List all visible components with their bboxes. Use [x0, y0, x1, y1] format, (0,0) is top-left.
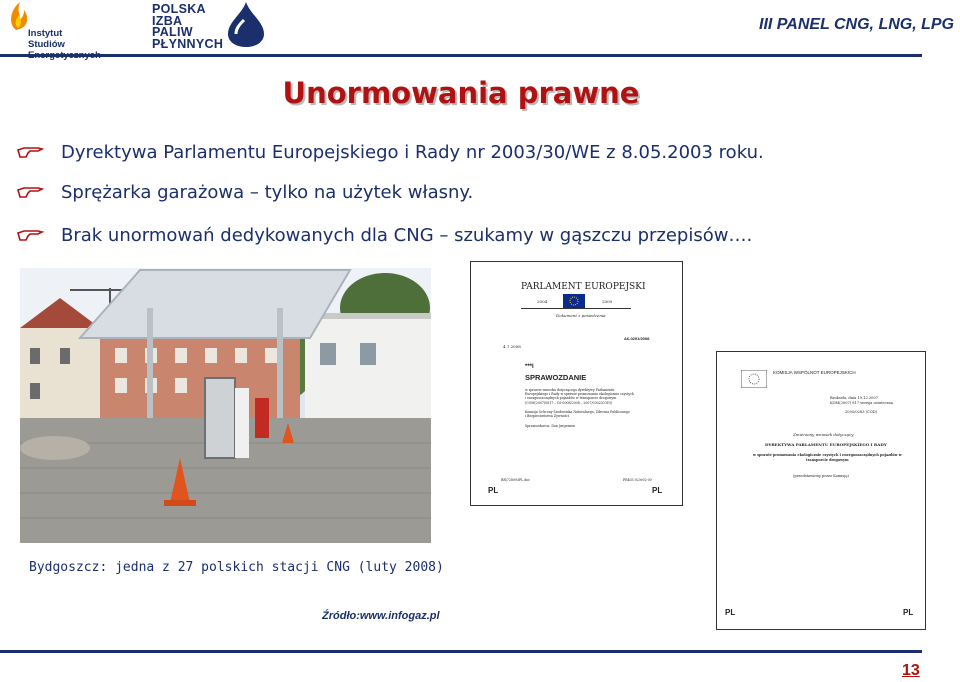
doc-rule	[521, 308, 631, 309]
pointing-hand-icon	[16, 185, 46, 199]
header-divider	[0, 54, 922, 57]
doc-reference: A6-0291/2008	[624, 336, 650, 341]
bullet-text: Brak unormowań dedykowanych dla CNG – szukamy w gąszczu przepisów….	[61, 225, 753, 246]
doc-footer-left: RR\728093PL.doc	[501, 478, 531, 482]
doc-header: PARLAMENT EUROPEJSKI	[521, 282, 646, 292]
slide-title: Unormowania prawne	[282, 76, 640, 110]
doc-body	[525, 388, 634, 405]
bullet-text: Sprężarka garażowa – tylko na użytek własny.	[61, 182, 474, 203]
doc-proposal: Zmieniony wniosek dotyczący	[793, 432, 854, 437]
doc-committee	[525, 410, 630, 418]
doc-date: 4.7.2008	[503, 344, 521, 349]
doc-lang-right: PL	[903, 608, 914, 617]
eu-emblem-icon	[741, 370, 767, 388]
doc-body-line: i energooszczędnych pojazdów w transporcie drogowym	[525, 396, 617, 401]
doc-subtitle	[753, 453, 902, 462]
ise-logo	[6, 0, 136, 52]
bullet-item	[16, 142, 916, 170]
eu-flag-icon	[563, 294, 585, 308]
pipp-logo	[152, 0, 270, 52]
footer-divider	[0, 650, 922, 653]
doc-title: DYREKTYWA PARLAMENTU EUROPEJSKIEGO I RADY	[765, 442, 887, 447]
pointing-hand-icon	[16, 145, 46, 159]
doc-place-date: Bruksela, dnia 19.12.2007	[830, 396, 879, 400]
parliament-report-document	[470, 261, 683, 506]
bullet-text: Dyrektywa Parlamentu Europejskiego i Rady nr 2003/30/WE z 8.05.2003 roku.	[61, 142, 764, 163]
source-note: Źródło:www.infogaz.pl	[322, 610, 440, 622]
doc-year-left: 2004	[537, 299, 548, 304]
doc-committee-line: i Bezpieczeństwa Żywności	[525, 414, 570, 419]
photo-caption: Bydgoszcz: jedna z 27 polskich stacji CNG (luty 2008)	[29, 560, 444, 575]
doc-presented: (przedstawiony przez Komisję)	[793, 474, 849, 478]
ise-logo-line2: Studiów	[28, 39, 65, 50]
doc-lang-left: PL	[725, 608, 736, 617]
doc-procedure-code: 2005/0283 (COD)	[845, 410, 878, 414]
ise-logo-line1: Instytut	[28, 28, 63, 39]
pipp-logo-line: IZBA	[152, 13, 183, 28]
doc-rapporteur: Sprawozdawca: Dan Jørgensen	[525, 424, 576, 428]
pipp-logo-line: PŁYNNYCH	[152, 36, 224, 51]
doc-reference: KOM(2007) 817 wersja ostateczna	[830, 401, 894, 405]
pipp-logo-line: POLSKA	[152, 2, 206, 16]
panel-title: III PANEL CNG, LNG, LPG	[759, 16, 954, 33]
doc-body-line: (COM(2007)0817 – C6-0008/2008 – 2007/0302(COD))	[525, 400, 612, 405]
doc-body-line: w sprawie wniosku dotyczącego dyrektywy Parlamentu	[525, 388, 615, 392]
doc-subtitle-line: w sprawie promowania ekologicznie czystych i energooszczędnych pojazdów w	[753, 453, 902, 457]
pointing-hand-icon	[16, 228, 46, 242]
cng-station-photo	[20, 268, 431, 543]
doc-stars: ***I	[525, 364, 534, 370]
pipp-logo-line: PALIW	[152, 25, 193, 39]
pipp-logo-text	[152, 4, 223, 50]
droplet-icon	[222, 0, 266, 48]
doc-footer-right: PE405.923v02-00	[623, 478, 652, 482]
doc-body-line: Europejskiego i Rady w sprawie promowania ekologicznie czystych	[525, 392, 634, 397]
doc-year-right: 2009	[602, 299, 613, 304]
page-number: 13	[902, 662, 920, 679]
doc-lang-left: PL	[488, 486, 499, 495]
doc-lang-right: PL	[652, 486, 663, 495]
doc-subtitle-line: transporcie drogowym	[806, 457, 849, 462]
doc-committee-line: Komisja Ochrony Środowiska Naturalnego, Zdrowia Publicznego	[525, 410, 630, 414]
doc-report-title: SPRAWOZDANIE	[525, 373, 587, 382]
bullet-item	[16, 182, 916, 210]
doc-header: KOMISJA WSPÓLNOT EUROPEJSKICH	[773, 370, 856, 375]
doc-subheader: Dokument z posiedzenia	[556, 313, 606, 318]
commission-proposal-document	[716, 351, 926, 630]
bullet-item	[16, 225, 916, 253]
